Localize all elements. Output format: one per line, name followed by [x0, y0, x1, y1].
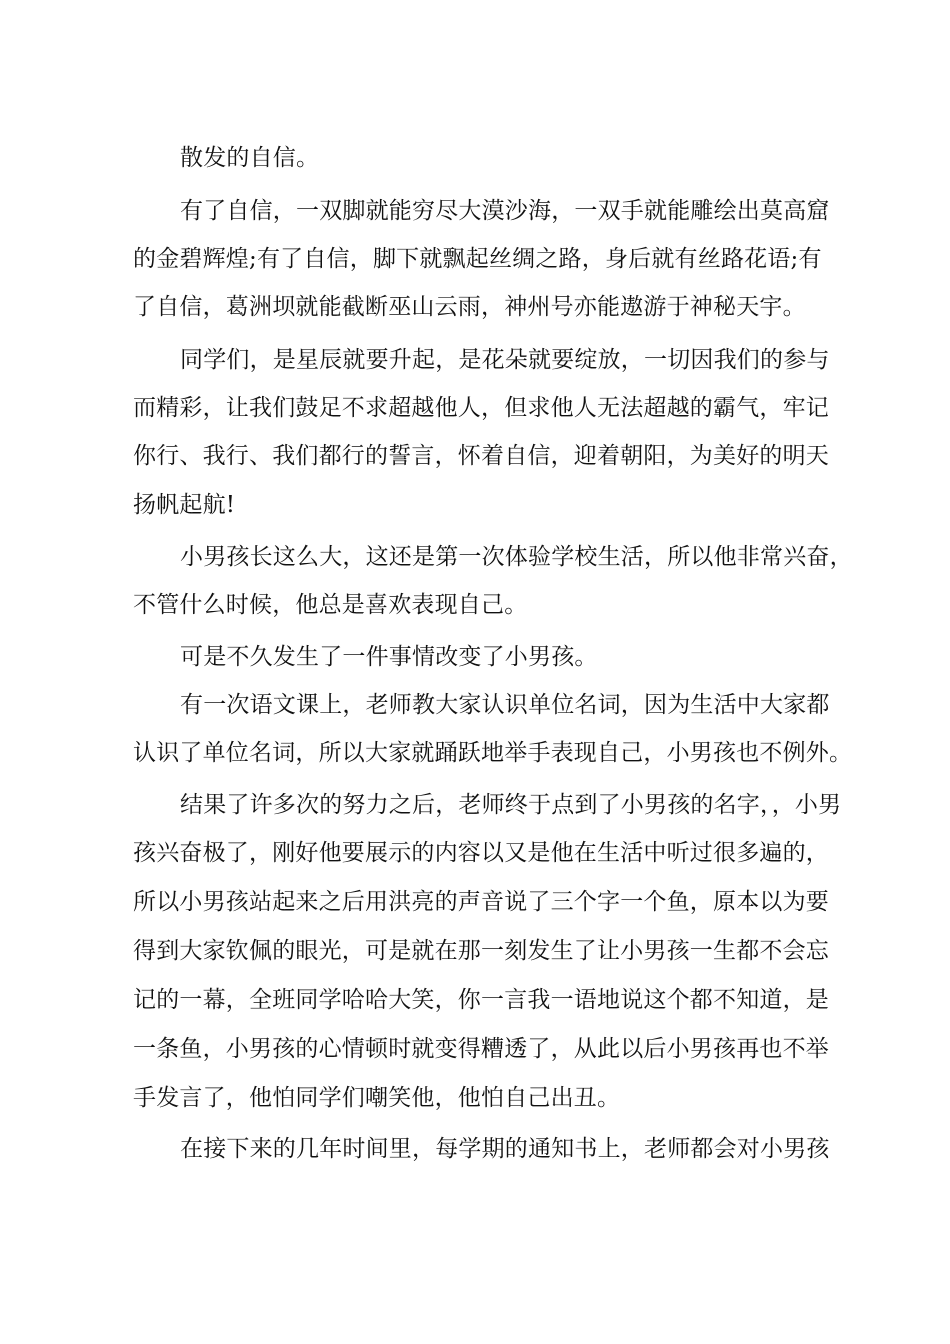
text-line: 小男孩长这么大，这还是第一次体验学校生活，所以他非常兴奋，: [180, 544, 853, 570]
text-line: 认识了单位名词，所以大家就踊跃地举手表现自己，小男孩也不例外。: [133, 740, 853, 766]
text-line: 在接下来的几年时间里，每学期的通知书上，老师都会对小男孩: [180, 1136, 830, 1162]
text-line: 有一次语文课上，老师教大家认识单位名词，因为生活中大家都: [180, 692, 830, 718]
text-line: 扬帆起航!: [133, 492, 236, 518]
text-line: 得到大家钦佩的眼光，可是就在那一刻发生了让小男孩一生都不会忘: [133, 938, 829, 964]
text-line: 一条鱼，小男孩的心情顿时就变得糟透了，从此以后小男孩再也不举: [133, 1036, 829, 1062]
text-line: 可是不久发生了一件事情改变了小男孩。: [180, 644, 598, 670]
text-line: 手发言了，他怕同学们嘲笑他，他怕自己出丑。: [133, 1085, 621, 1111]
text-line: 了自信，葛洲坝就能截断巫山云雨，神州号亦能遨游于神秘天宇。: [133, 294, 806, 320]
text-line: 记的一幕，全班同学哈哈大笑，你一言我一语地说这个都不知道，是: [133, 987, 829, 1013]
text-line: 所以小男孩站起来之后用洪亮的声音说了三个字一个鱼，原本以为要: [133, 889, 829, 915]
text-line: 结果了许多次的努力之后，老师终于点到了小男孩的名字，，小男: [180, 792, 842, 818]
text-line: 你行、我行、我们都行的誓言，怀着自信，迎着朝阳，为美好的明天: [133, 443, 829, 469]
text-line: 孩兴奋极了，刚好他要展示的内容以又是他在生活中听过很多遍的，: [133, 840, 829, 866]
text-line: 不管什么时候，他总是喜欢表现自己。: [133, 592, 528, 618]
text-line: 同学们，是星辰就要升起，是花朵就要绽放，一切因我们的参与: [180, 347, 830, 373]
text-line: 的金碧辉煌;有了自信，脚下就飘起丝绸之路，身后就有丝路花语;有: [133, 246, 822, 272]
text-line: 有了自信，一双脚就能穷尽大漠沙海，一双手就能雕绘出莫高窟: [180, 198, 830, 224]
text-line: 散发的自信。: [180, 145, 320, 171]
text-line: 而精彩，让我们鼓足不求超越他人，但求他人无法超越的霸气，牢记: [133, 395, 829, 421]
